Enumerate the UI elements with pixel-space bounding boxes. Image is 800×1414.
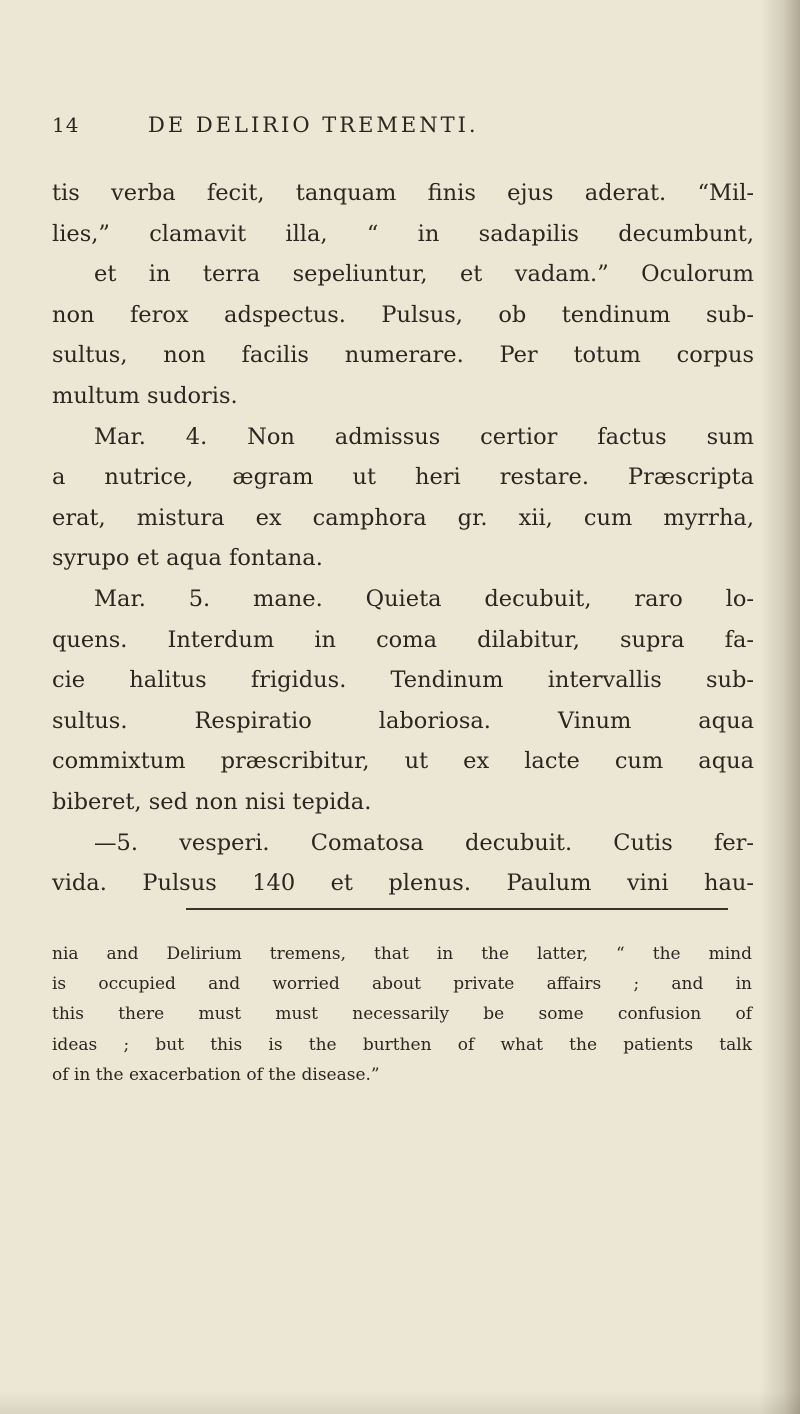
text-line: quens. Interdum in coma dilabitur, supra fa- (52, 626, 754, 653)
text-line: non ferox adspectus. Pulsus, ob tendinum sub- (52, 301, 754, 328)
text-line: commixtum præscribitur, ut ex lacte cum aqua (52, 748, 754, 775)
text-line: erat, mistura ex camphora gr. xii, cum myrrha, (52, 504, 754, 531)
footnote-line: of in the exacerbation of the disease.” (52, 1064, 380, 1085)
footnote-block (52, 939, 752, 1090)
footnote-line: is occupied and worried about private affairs ; and in (52, 974, 752, 995)
running-title: DE DELIRIO TREMENTI. (148, 113, 479, 137)
text-line: vida. Pulsus 140 et plenus. Paulum vini hau- (52, 870, 754, 897)
page-edge-shadow (760, 0, 800, 1414)
text-line: a nutrice, ægram ut heri restare. Præscripta (52, 464, 754, 491)
page-bottom-shadow (0, 1390, 800, 1414)
text-line: —5. vesperi. Comatosa decubuit. Cutis fer- (94, 829, 754, 856)
main-text-block (52, 173, 754, 904)
footnote-line: nia and Delirium tremens, that in the latter, “ the mind (52, 944, 752, 964)
page-number: 14 (52, 113, 80, 137)
text-line: lies,” clamavit illa, “ in sadapilis decumbunt, (52, 220, 754, 247)
footnote-divider (186, 908, 728, 910)
text-line: Mar. 5. mane. Quieta decubuit, raro lo- (94, 585, 754, 612)
footnote-line: this there must must necessarily be some confusion of (52, 1004, 752, 1025)
text-line: biberet, sed non nisi tepida. (52, 788, 372, 815)
text-line: Mar. 4. Non admissus certior factus sum (94, 423, 754, 450)
text-line: tis verba fecit, tanquam finis ejus aderat. “Mil- (52, 180, 754, 206)
text-line: cie halitus frigidus. Tendinum intervallis sub- (52, 667, 754, 694)
running-head (52, 113, 752, 143)
text-line: sultus, non facilis numerare. Per totum corpus (52, 342, 754, 369)
text-line: multum sudoris. (52, 382, 238, 409)
text-line: sultus. Respiratio laboriosa. Vinum aqua (52, 707, 754, 734)
footnote-line: ideas ; but this is the burthen of what the patients talk (52, 1034, 752, 1055)
text-line: et in terra sepeliuntur, et vadam.” Oculorum (94, 261, 754, 288)
text-line: syrupo et aqua fontana. (52, 545, 323, 572)
